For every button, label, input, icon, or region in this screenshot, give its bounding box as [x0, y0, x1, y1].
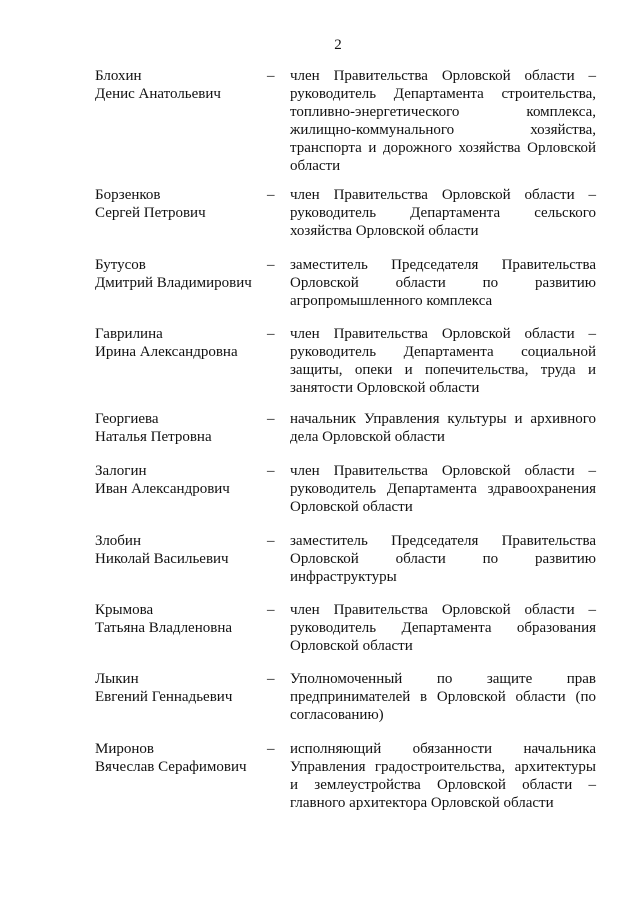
dash-separator: – — [267, 326, 275, 342]
member-given-names: Николай Васильевич — [95, 551, 229, 567]
dash-separator: – — [267, 411, 275, 427]
dash-separator: – — [267, 741, 275, 757]
member-given-names: Дмитрий Владимирович — [95, 275, 252, 291]
member-role: член Правительства Орловской области – руководитель Департамента здравоохранения Орловской области — [290, 463, 596, 515]
member-given-names: Иван Александрович — [95, 481, 230, 497]
member-surname: Гаврилина — [95, 326, 163, 342]
member-role: Уполномоченный по защите прав предпринимателей в Орловской области (по согласованию) — [290, 671, 596, 723]
member-role: начальник Управления культуры и архивного дела Орловской области — [290, 411, 596, 445]
member-surname: Лыкин — [95, 671, 139, 687]
member-given-names: Ирина Александровна — [95, 344, 238, 360]
member-surname: Крымова — [95, 602, 154, 618]
member-name — [95, 67, 265, 103]
member-name — [95, 740, 265, 776]
dash-separator: – — [267, 68, 275, 84]
member-name — [95, 601, 265, 637]
member-given-names: Сергей Петрович — [95, 205, 206, 221]
member-name — [95, 532, 265, 568]
member-given-names: Евгений Геннадьевич — [95, 689, 233, 705]
member-name — [95, 462, 265, 498]
dash-separator: – — [267, 533, 275, 549]
dash-separator: – — [267, 463, 275, 479]
member-surname: Блохин — [95, 68, 142, 84]
member-given-names: Наталья Петровна — [95, 429, 212, 445]
member-surname: Бутусов — [95, 257, 146, 273]
member-surname: Борзенков — [95, 187, 161, 203]
member-given-names: Вячеслав Серафимович — [95, 759, 247, 775]
member-name — [95, 186, 265, 222]
member-given-names: Денис Анатольевич — [95, 86, 221, 102]
member-given-names: Татьяна Владленовна — [95, 620, 233, 636]
page-number: 2 — [334, 37, 342, 53]
dash-separator: – — [267, 187, 275, 203]
member-name — [95, 256, 265, 292]
member-role: заместитель Председателя Правительства Орловской области по развитию агропромышленного комплекса — [290, 257, 596, 309]
member-surname: Злобин — [95, 533, 141, 549]
member-role: член Правительства Орловской области – руководитель Департамента социальной защиты, опеки и попечительства, труда и занятости Орловской области — [290, 326, 596, 396]
member-role: член Правительства Орловской области – руководитель Департамента строительства, топливно-энергетического комплекса, жилищно-коммунального хозяйства, транспорта и дорожного хозяйства Орловской области — [290, 68, 596, 174]
dash-separator: – — [267, 602, 275, 618]
dash-separator: – — [267, 671, 275, 687]
dash-separator: – — [267, 257, 275, 273]
member-surname: Залогин — [95, 463, 147, 479]
member-role: член Правительства Орловской области – руководитель Департамента сельского хозяйства Орловской области — [290, 187, 596, 239]
member-name — [95, 410, 265, 446]
member-surname: Миронов — [95, 741, 154, 757]
member-role: заместитель Председателя Правительства Орловской области по развитию инфраструктуры — [290, 533, 596, 585]
member-surname: Георгиева — [95, 411, 159, 427]
member-name — [95, 325, 265, 361]
member-name — [95, 670, 265, 706]
member-role: член Правительства Орловской области – руководитель Департамента образования Орловской области — [290, 602, 596, 654]
member-role: исполняющий обязанности начальника Управления градостроительства, архитектуры и землеустройства Орловской области – главного архитектора Орловской области — [290, 741, 596, 811]
